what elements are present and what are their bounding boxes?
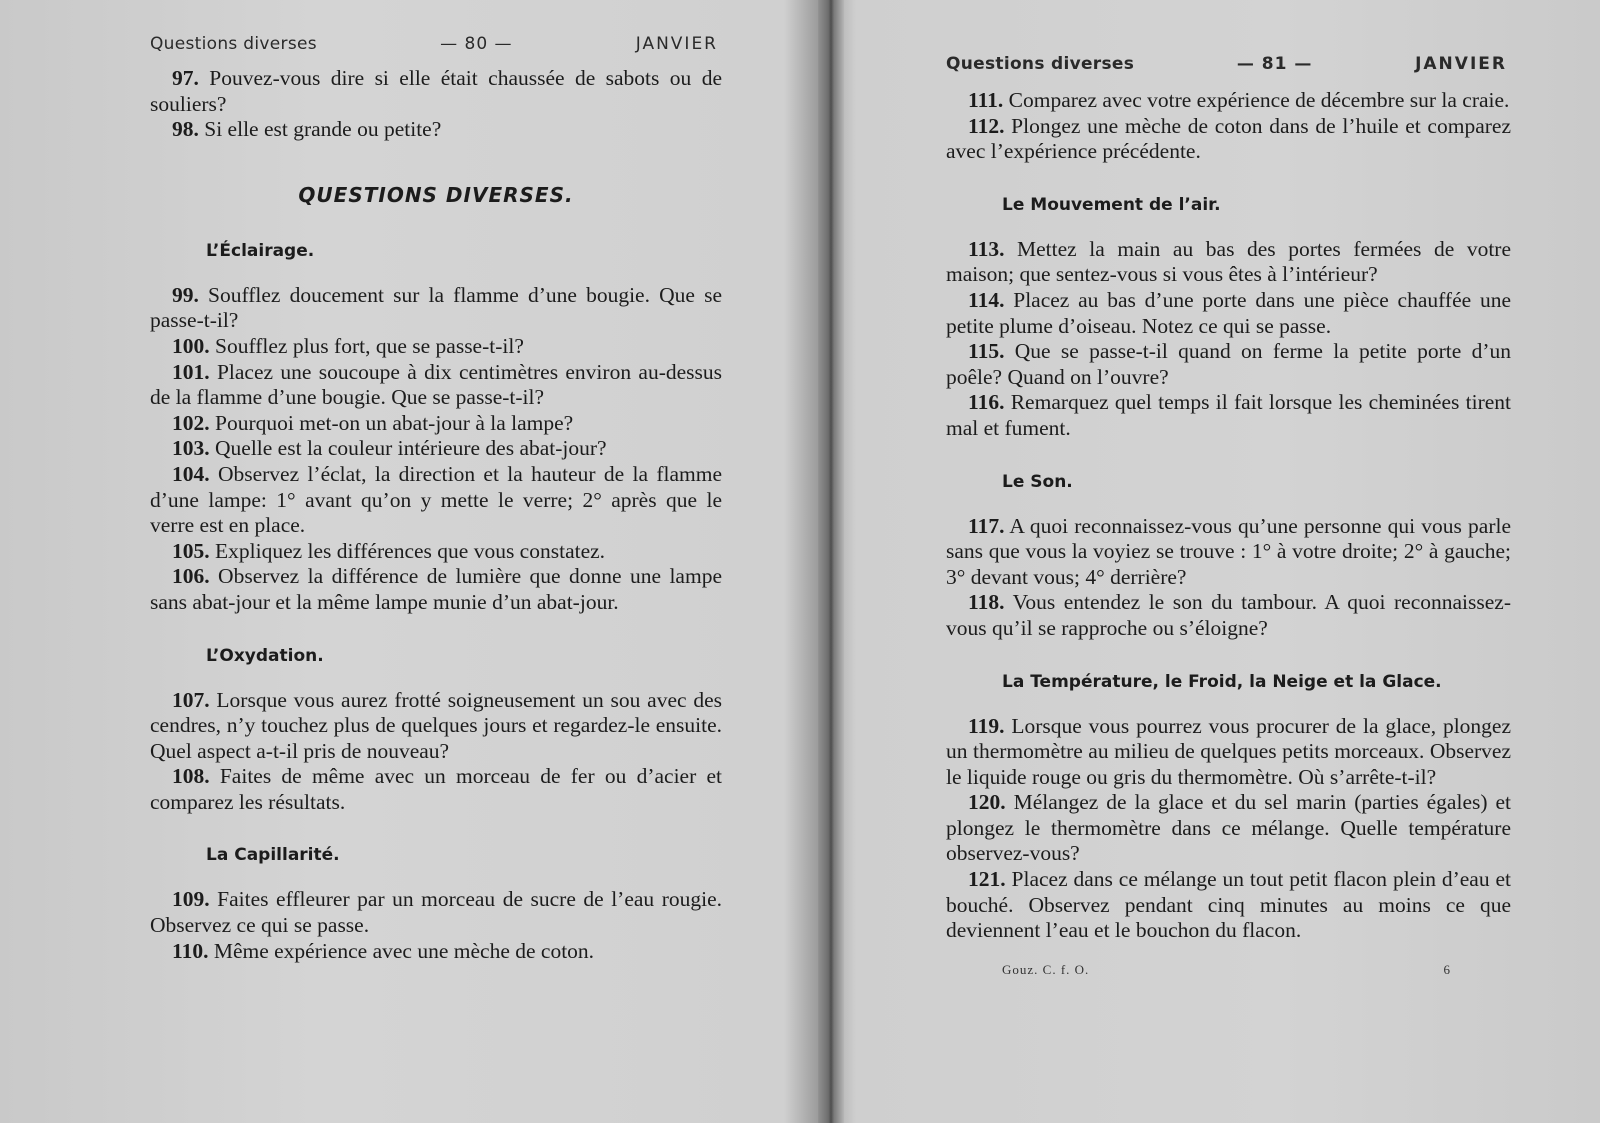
question-text: Même expérience avec une mèche de coton. (208, 938, 595, 963)
question (946, 114, 1511, 165)
question-number: 117. (968, 513, 1005, 538)
question-number: 120. (968, 790, 1006, 815)
question (150, 117, 722, 143)
question-number: 110. (172, 938, 209, 963)
question (150, 462, 722, 539)
question (946, 288, 1511, 339)
book-gutter (818, 0, 844, 1123)
subsection-title: L’Éclairage. (206, 240, 315, 261)
question-number: 104. (172, 461, 210, 486)
question-number: 108. (172, 764, 210, 789)
question-text: Mettez la main au bas des portes fermées de votre maison; que sentez-vous si vous êtes à l’intérieur? (946, 236, 1511, 287)
question-number: 100. (172, 333, 210, 358)
question-number: 97. (172, 66, 199, 90)
question-number: 114. (968, 287, 1005, 312)
question-number: 105. (172, 538, 210, 563)
question-text: Remarquez quel temps il fait lorsque les cheminées tirent mal et fument. (946, 390, 1511, 440)
question-number: 101. (172, 359, 210, 384)
question-number: 118. (968, 590, 1005, 615)
question-text: Pouvez-vous dire si elle était chaussée de sabots ou de souliers? (150, 66, 722, 116)
question (150, 539, 722, 565)
question-text: Faites de même avec un morceau de fer ou d’acier et comparez les résultats. (150, 764, 722, 814)
question-text: Lorsque vous pourrez vous procurer de la glace, plongez un thermomètre au milieu de quelques petits morceaux. Observez le liquide rouge ou gris du thermomètre. Où s’arrête-t-il? (946, 713, 1511, 789)
page-number: — 80 — (440, 34, 513, 54)
question (150, 688, 722, 765)
header-month: JANVIER (635, 34, 718, 54)
section-title: QUESTIONS DIVERSES. (298, 182, 574, 207)
question (150, 939, 722, 965)
question-number: 111. (968, 88, 1004, 112)
subsection-title: La Température, le Froid, la Neige et la Glace. (1002, 671, 1442, 692)
subsection-title: La Capillarité. (206, 845, 340, 866)
question-text: Que se passe-t-il quand on ferme la petite porte d’un poêle? Quand on l’ouvre? (946, 339, 1511, 389)
question-text: Placez une soucoupe à dix centimètres environ au-dessus de la flamme d’une bougie. Que se passe-t-il? (150, 359, 722, 410)
header-month: JANVIER (1415, 54, 1507, 74)
question (150, 564, 722, 615)
question-number: 116. (968, 390, 1005, 415)
question (946, 390, 1511, 441)
question-text: Placez au bas d’une porte dans une pièce chauffée une petite plume d’oiseau. Notez ce qui se passe. (946, 287, 1511, 338)
running-header (946, 54, 1511, 74)
question-text: Observez la différence de lumière que donne une lampe sans abat-jour et la même lampe munie d’un abat-jour. (150, 564, 722, 614)
running-header (150, 34, 722, 54)
page-footer (946, 962, 1511, 978)
question (946, 339, 1511, 390)
question-text: A quoi reconnaissez-vous qu’une personne qui vous parle sans que vous la voyiez se trouve : 1° à votre droite; 2° à gauche; 3° devant vous; 4° derrière? (946, 513, 1511, 589)
question-number: 109. (172, 887, 210, 912)
question-number: 107. (172, 687, 210, 712)
question-text: Observez l’éclat, la direction et la hauteur de la flamme d’une lampe: 1° avant qu’on y mette le verre; 2° après que le verre est en place. (150, 461, 722, 538)
subsection-title: L’Oxydation. (206, 645, 324, 666)
question (150, 764, 722, 815)
question-text: Faites effleurer par un morceau de sucre de l’eau rougie. Observez ce qui se passe. (150, 887, 722, 938)
question-text: Lorsque vous aurez frotté soigneusement un sou avec des cendres, n’y touchez plus de quelques jours et regardez-le ensuite. Quel aspect a-t-il pris de nouveau? (150, 687, 722, 763)
question-text: Soufflez doucement sur la flamme d’une bougie. Que se passe-t-il? (150, 282, 722, 333)
header-section: Questions diverses (150, 34, 317, 54)
question (946, 790, 1511, 867)
question-number: 121. (968, 867, 1006, 892)
question (946, 867, 1511, 944)
question (946, 590, 1511, 641)
question-number: 113. (968, 236, 1005, 261)
subsection-title: Le Son. (1002, 471, 1073, 492)
question-text: Si elle est grande ou petite? (198, 117, 442, 142)
question-number: 99. (172, 282, 199, 307)
question-text: Placez dans ce mélange un tout petit flacon plein d’eau et bouché. Observez pendant cinq minutes au moins ce que deviennent l’eau et le bouchon du flacon. (946, 867, 1511, 943)
question-number: 102. (172, 410, 210, 435)
left-page (150, 0, 722, 964)
printer-signature: Gouz. C. f. O. (1002, 961, 1090, 977)
question-text: Comparez avec votre expérience de décembre sur la craie. (1003, 88, 1510, 112)
question-text: Soufflez plus fort, que se passe-t-il? (209, 333, 524, 358)
question-text: Pourquoi met-on un abat-jour à la lampe? (209, 410, 574, 435)
question-number: 98. (172, 117, 199, 142)
right-page (946, 0, 1511, 978)
question-number: 115. (968, 339, 1005, 364)
question (946, 514, 1511, 591)
question (150, 66, 722, 117)
subsection-title: Le Mouvement de l’air. (1002, 194, 1221, 215)
question-text: Quelle est la couleur intérieure des abat-jour? (209, 436, 607, 461)
question-number: 112. (968, 113, 1005, 138)
question-text: Expliquez les différences que vous constatez. (209, 538, 606, 563)
question (150, 283, 722, 334)
question (150, 360, 722, 411)
question-number: 119. (968, 713, 1005, 738)
signature-mark: 6 (1443, 961, 1451, 977)
question-number: 106. (172, 564, 210, 589)
page-number: — 81 — (1236, 54, 1313, 74)
question-number: 103. (172, 436, 210, 461)
header-section: Questions diverses (946, 54, 1135, 74)
question (946, 237, 1511, 288)
question-text: Plongez une mèche de coton dans de l’huile et comparez avec l’expérience précédente. (946, 113, 1511, 164)
question-text: Mélangez de la glace et du sel marin (parties égales) et plongez le thermomètre dans ce mélange. Quelle température observez-vous? (946, 790, 1511, 866)
question (150, 887, 722, 938)
question (946, 88, 1511, 114)
question (150, 436, 722, 462)
question (150, 411, 722, 437)
question (946, 714, 1511, 791)
question (150, 334, 722, 360)
question-text: Vous entendez le son du tambour. A quoi reconnaissez-vous qu’il se rapproche ou s’éloigne? (946, 590, 1511, 640)
